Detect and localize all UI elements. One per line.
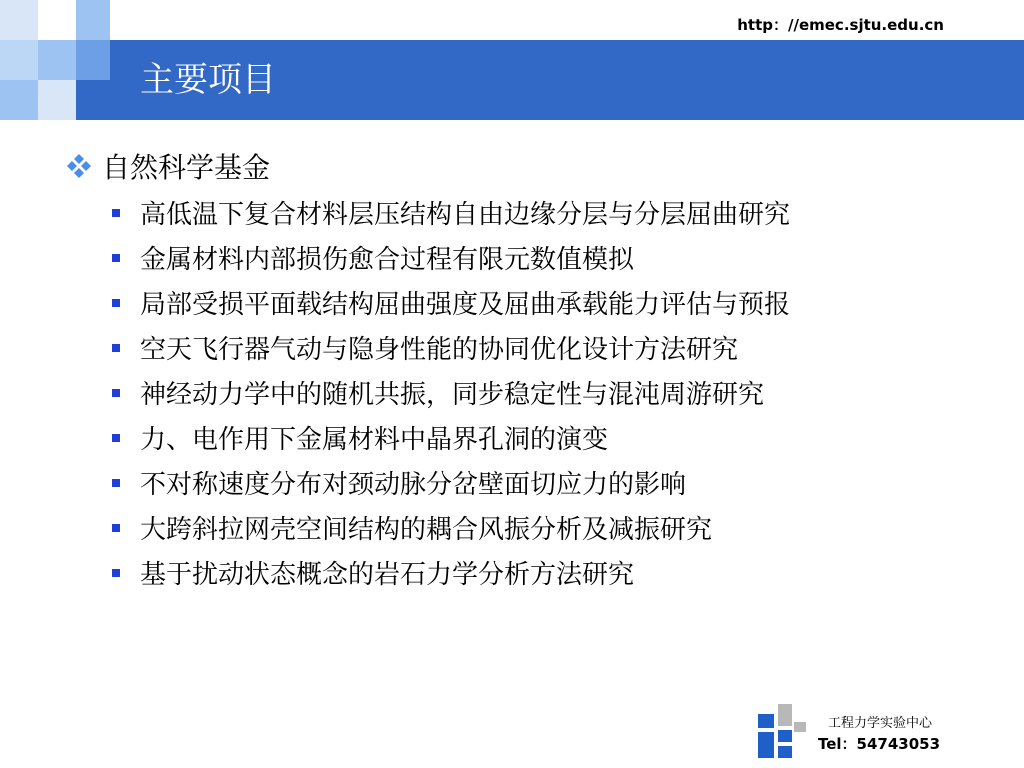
- list-item: [112, 235, 790, 280]
- site-url: http：//emec.sjtu.edu.cn: [737, 16, 944, 34]
- project-list: [112, 190, 790, 595]
- decor-square-mid2: [76, 40, 110, 80]
- square-bullet-icon: [112, 344, 120, 352]
- list-item-text: 不对称速度分布对颈动脉分岔壁面切应力的影响: [140, 470, 687, 500]
- list-item: [112, 415, 790, 460]
- square-bullet-icon: [112, 389, 120, 397]
- section-title: 自然科学基金: [102, 151, 271, 184]
- list-item: [112, 370, 790, 415]
- list-item: [112, 505, 790, 550]
- footer-contact: [818, 714, 940, 754]
- list-item-text: 力、电作用下金属材料中晶界孔洞的演变: [140, 425, 609, 455]
- square-bullet-icon: [112, 479, 120, 487]
- decor-square-left-bottom: [0, 80, 38, 120]
- list-item-text: 基于扰动状态概念的岩石力学分析方法研究: [140, 560, 635, 590]
- page-title: 主要项目: [140, 60, 276, 100]
- square-bullet-icon: [112, 254, 120, 262]
- list-item: [112, 280, 790, 325]
- square-bullet-icon: [112, 299, 120, 307]
- diamond-bullet-icon: [66, 153, 92, 179]
- list-item-text: 局部受损平面载结构屈曲强度及屈曲承载能力评估与预报: [140, 290, 791, 320]
- decor-square-top: [76, 0, 110, 40]
- decor-square-mid: [38, 40, 76, 80]
- decor-square-bottom: [38, 80, 76, 120]
- decor-square-left-mid: [0, 40, 38, 80]
- square-bullet-icon: [112, 209, 120, 217]
- list-item-text: 金属材料内部损伤愈合过程有限元数值模拟: [140, 245, 635, 275]
- footer-tel: Tel：54743053: [818, 735, 941, 753]
- list-item-text: 大跨斜拉网壳空间结构的耦合风振分析及减振研究: [140, 515, 713, 545]
- section-heading: [66, 146, 270, 186]
- square-bullet-icon: [112, 569, 120, 577]
- list-item: [112, 460, 790, 505]
- list-item: [112, 550, 790, 595]
- decor-square-top-left: [0, 0, 38, 40]
- list-item: [112, 190, 790, 235]
- list-item-text: 高低温下复合材料层压结构自由边缘分层与分层屈曲研究: [140, 200, 791, 230]
- org-logo-icon: [758, 704, 808, 760]
- list-item-text: 神经动力学中的随机共振，同步稳定性与混沌周游研究: [140, 380, 765, 410]
- list-item: [112, 325, 790, 370]
- footer-org-name: 工程力学实验中心: [828, 716, 933, 731]
- square-bullet-icon: [112, 434, 120, 442]
- square-bullet-icon: [112, 524, 120, 532]
- list-item-text: 空天飞行器气动与隐身性能的协同优化设计方法研究: [140, 335, 739, 365]
